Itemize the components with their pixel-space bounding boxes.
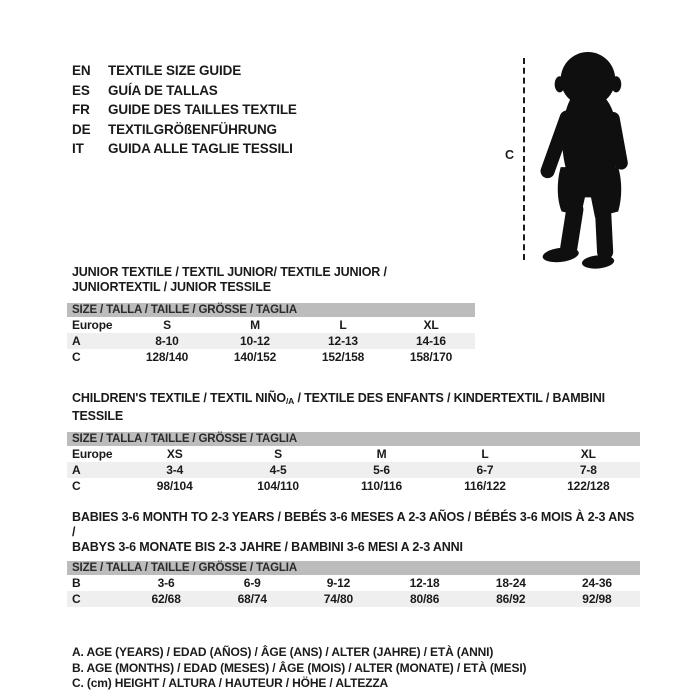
babies-table-title — [67, 510, 640, 555]
childrens-textile-table — [67, 391, 640, 494]
row-label: A — [72, 334, 81, 348]
language-row-fr — [72, 100, 297, 120]
table-cell: 12-18 — [409, 576, 440, 590]
babies-title-line2: BABYS 3-6 MONATE BIS 2-3 JAHRE / BAMBINI 3-6 MESI A 2-3 ANNI — [72, 540, 463, 554]
table-row-height — [67, 591, 640, 607]
table-cell: 9-12 — [326, 576, 351, 590]
table-cell: 12-13 — [328, 334, 358, 348]
table-cell: 3-4 — [166, 463, 184, 477]
table-cell: S — [274, 447, 283, 461]
table-cell: 104/110 — [257, 479, 299, 493]
table-row-height — [67, 349, 475, 365]
babies-textile-table — [67, 510, 640, 607]
language-title: TEXTILE SIZE GUIDE — [108, 63, 242, 78]
table-cell: 7-8 — [579, 463, 597, 477]
childrens-table-title — [67, 391, 640, 424]
baby-figure-block — [500, 50, 665, 272]
table-cell: 6-7 — [476, 463, 494, 477]
table-cell: 10-12 — [240, 334, 270, 348]
row-label: C — [72, 479, 81, 493]
table-cell: 80/86 — [409, 592, 440, 606]
note-b: B. AGE (MONTHS) / EDAD (MESES) / ÂGE (MOIS) / ALTER (MONATE) / ETÀ (MESI) — [72, 660, 527, 675]
babies-title-line1: BABIES 3-6 MONTH TO 2-3 YEARS / BEBÉS 3-6 MESES A 2-3 AÑOS / BÉBÉS 3-6 MOIS À 2-3 ANS / — [72, 510, 635, 539]
table-cell: M — [250, 318, 260, 332]
language-title: TEXTILGRÖßENFÜHRUNG — [108, 121, 277, 137]
table-cell: 5-6 — [373, 463, 390, 477]
language-row-it — [72, 139, 297, 159]
size-header-bar: SIZE / TALLA / TAILLE / GRÖSSE / TAGLIA — [67, 303, 475, 317]
baby-silhouette-icon — [533, 50, 653, 270]
table-row-europe — [67, 446, 640, 462]
size-header-bar: SIZE / TALLA / TAILLE / GRÖSSE / TAGLIA — [67, 561, 640, 575]
table-cell: 3-6 — [157, 576, 175, 590]
table-cell: XL — [423, 318, 439, 332]
table-row-height — [67, 478, 640, 494]
table-cell: 8-10 — [155, 334, 179, 348]
table-cell: 92/98 — [582, 592, 612, 606]
row-label: Europe — [72, 318, 113, 332]
table-cell: 86/92 — [496, 592, 526, 606]
table-cell: 62/68 — [151, 592, 181, 606]
junior-table-title: JUNIOR TEXTILE / TEXTIL JUNIOR/ TEXTILE JUNIOR / JUNIORTEXTIL / JUNIOR TESSILE — [72, 265, 387, 294]
table-cell: L — [339, 318, 347, 332]
language-row-es — [72, 81, 297, 101]
size-tables-section — [67, 265, 640, 692]
table-cell: 74/80 — [323, 592, 354, 606]
height-measure-dashed-line — [523, 58, 525, 260]
row-label: Europe — [72, 447, 113, 461]
title-text: / TEXTILE DES ENFANTS / KINDERTEXTIL / BAMBINI TESSILE — [72, 391, 605, 423]
junior-textile-table — [67, 265, 475, 365]
language-code: DE — [72, 121, 91, 137]
title-subscript: /A — [285, 396, 295, 406]
language-title: GUIDE DES TAILLES TEXTILE — [108, 102, 297, 117]
language-title: GUÍA DE TALLAS — [108, 82, 218, 98]
table-cell: 110/116 — [361, 479, 403, 493]
table-cell: 116/122 — [464, 479, 506, 493]
table-cell: 6-9 — [243, 576, 261, 590]
note-a: A. AGE (YEARS) / EDAD (AÑOS) / ÂGE (ANS) / ALTER (JAHRE) / ETÀ (ANNI) — [72, 645, 494, 659]
table-cell: L — [481, 447, 489, 461]
table-cell: 4-5 — [269, 463, 287, 477]
row-label: C — [72, 350, 81, 364]
table-cell: 68/74 — [237, 592, 267, 606]
table-cell: 140/152 — [233, 350, 277, 364]
note-c: C. (cm) HEIGHT / ALTURA / HAUTEUR / HÖHE / ALTEZZA — [72, 676, 389, 690]
language-code: FR — [72, 102, 90, 117]
language-code: IT — [72, 141, 84, 156]
table-row-age-months — [67, 575, 640, 591]
table-cell: XS — [166, 447, 183, 461]
table-cell: 14-16 — [416, 334, 446, 348]
table-row-europe — [67, 317, 475, 333]
language-row-en — [72, 61, 297, 81]
table-row-age — [67, 462, 640, 478]
table-cell: 24-36 — [581, 576, 612, 590]
row-label: B — [72, 576, 81, 590]
size-header-bar: SIZE / TALLA / TAILLE / GRÖSSE / TAGLIA — [67, 432, 640, 446]
table-cell: 98/104 — [156, 479, 193, 493]
table-cell: 18-24 — [495, 576, 526, 590]
language-code: EN — [72, 63, 91, 78]
language-code: ES — [72, 82, 90, 98]
table-cell: XL — [580, 447, 596, 461]
table-cell: S — [163, 318, 171, 332]
table-cell: 122/128 — [567, 479, 610, 493]
title-text: CHILDREN'S TEXTILE / TEXTIL NIÑO — [72, 391, 286, 405]
table-cell: M — [376, 447, 387, 461]
table-row-age — [67, 333, 475, 349]
height-measure-label: C — [505, 148, 514, 162]
row-label: C — [72, 592, 81, 606]
language-header — [72, 61, 297, 159]
table-cell: 128/140 — [145, 350, 189, 364]
row-label: A — [72, 463, 81, 477]
table-cell: 158/170 — [409, 350, 453, 364]
table-cell: 152/158 — [321, 350, 365, 364]
language-row-de — [72, 120, 297, 140]
legend-notes — [67, 645, 640, 692]
language-title: GUIDA ALLE TAGLIE TESSILI — [108, 141, 293, 156]
